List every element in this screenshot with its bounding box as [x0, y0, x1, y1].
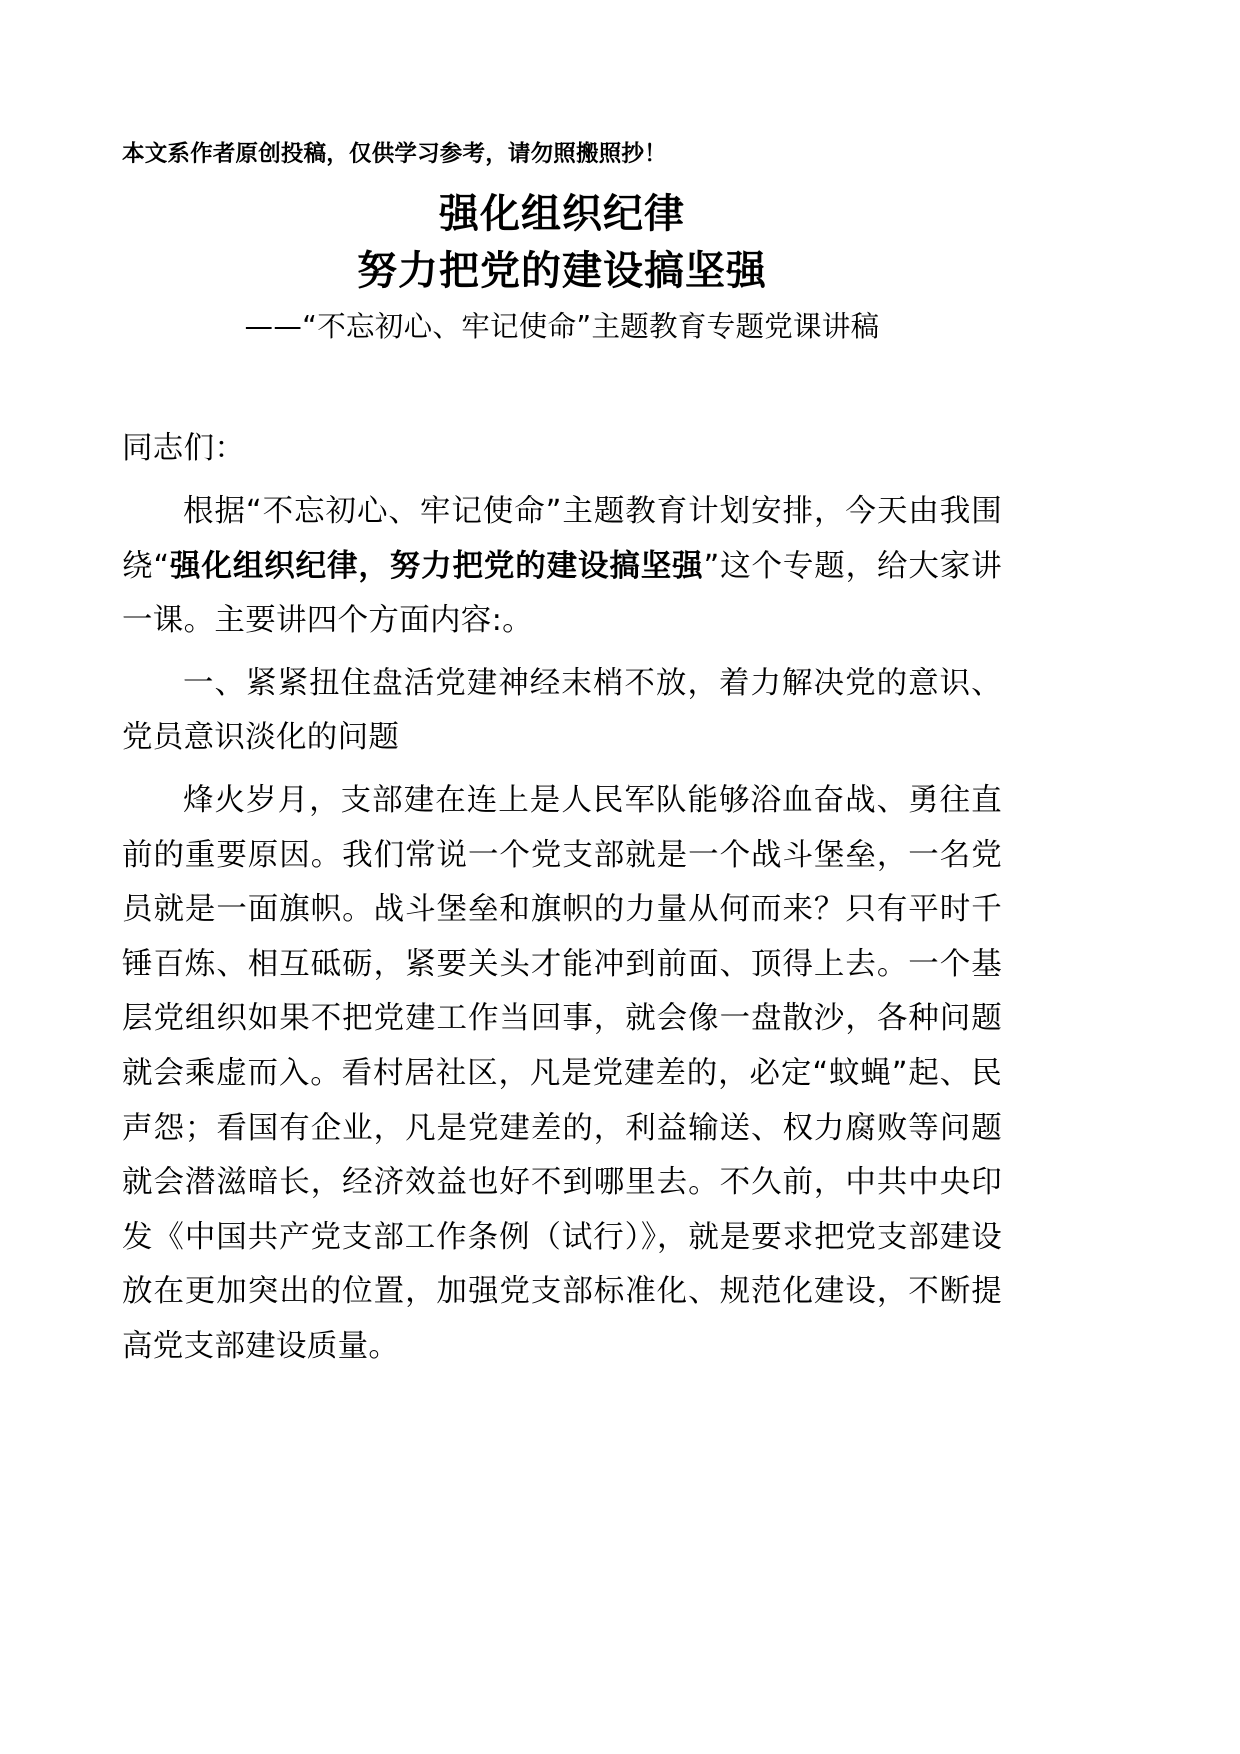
paragraph-body-1: 烽火岁月，支部建在连上是人民军队能够浴血奋战、勇往直前的重要原因。我们常说一个党支部就是一个战斗堡垒，一名党员就是一面旗帜。战斗堡垒和旗帜的力量从何而来？只有平时千锤百炼、相互砥砺，紧要关头才能冲到前面、顶得上去。一个基层党组织如果不把党建工作当回事，就会像一盘散沙，各种问题就会乘虚而入。看村居社区，凡是党建差的，必定“蚊蝇”起、民声怨；看国有企业，凡是党建差的，利益输送、权力腐败等问题就会潜滋暗长，经济效益也好不到哪里去。不久前，中共中央印发《中国共产党支部工作条例（试行）》，就是要求把党支部建设放在更加突出的位置，加强党支部标准化、规范化建设，不断提高党支部建设质量。	[122, 783, 1002, 1364]
title-block	[122, 186, 1002, 348]
paragraph-intro-text-after-bold: ”这个专题，给大家讲一课。主要讲四个方面内容:。	[122, 548, 1002, 639]
document-title-line-1: 强化组织纪律	[439, 191, 685, 238]
document-body	[122, 422, 1002, 1374]
paragraph-intro-text-before-bold: 根据“不忘初心、牢记使命”主题教育计划安排，今天由我围绕“	[122, 494, 1002, 584]
document-subtitle: ——“不忘初心、牢记使命”主题教育专题党课讲稿	[244, 309, 880, 343]
salutation: 同志们：	[122, 431, 246, 467]
document-content	[122, 140, 1002, 1383]
document-title-line-2: 努力把党的建设搞坚强	[357, 247, 767, 294]
paragraph-intro	[122, 485, 1002, 649]
disclaimer-notice: 本文系作者原创投稿，仅供学习参考，请勿照搬照抄！	[122, 141, 667, 167]
section-heading-1: 一、紧紧扭住盘活党建神经末梢不放，着力解决党的意识、党员意识淡化的问题	[122, 665, 1002, 756]
paragraph-intro-emphasis: 强化组织纪律，努力把党的建设搞坚强	[169, 548, 704, 584]
